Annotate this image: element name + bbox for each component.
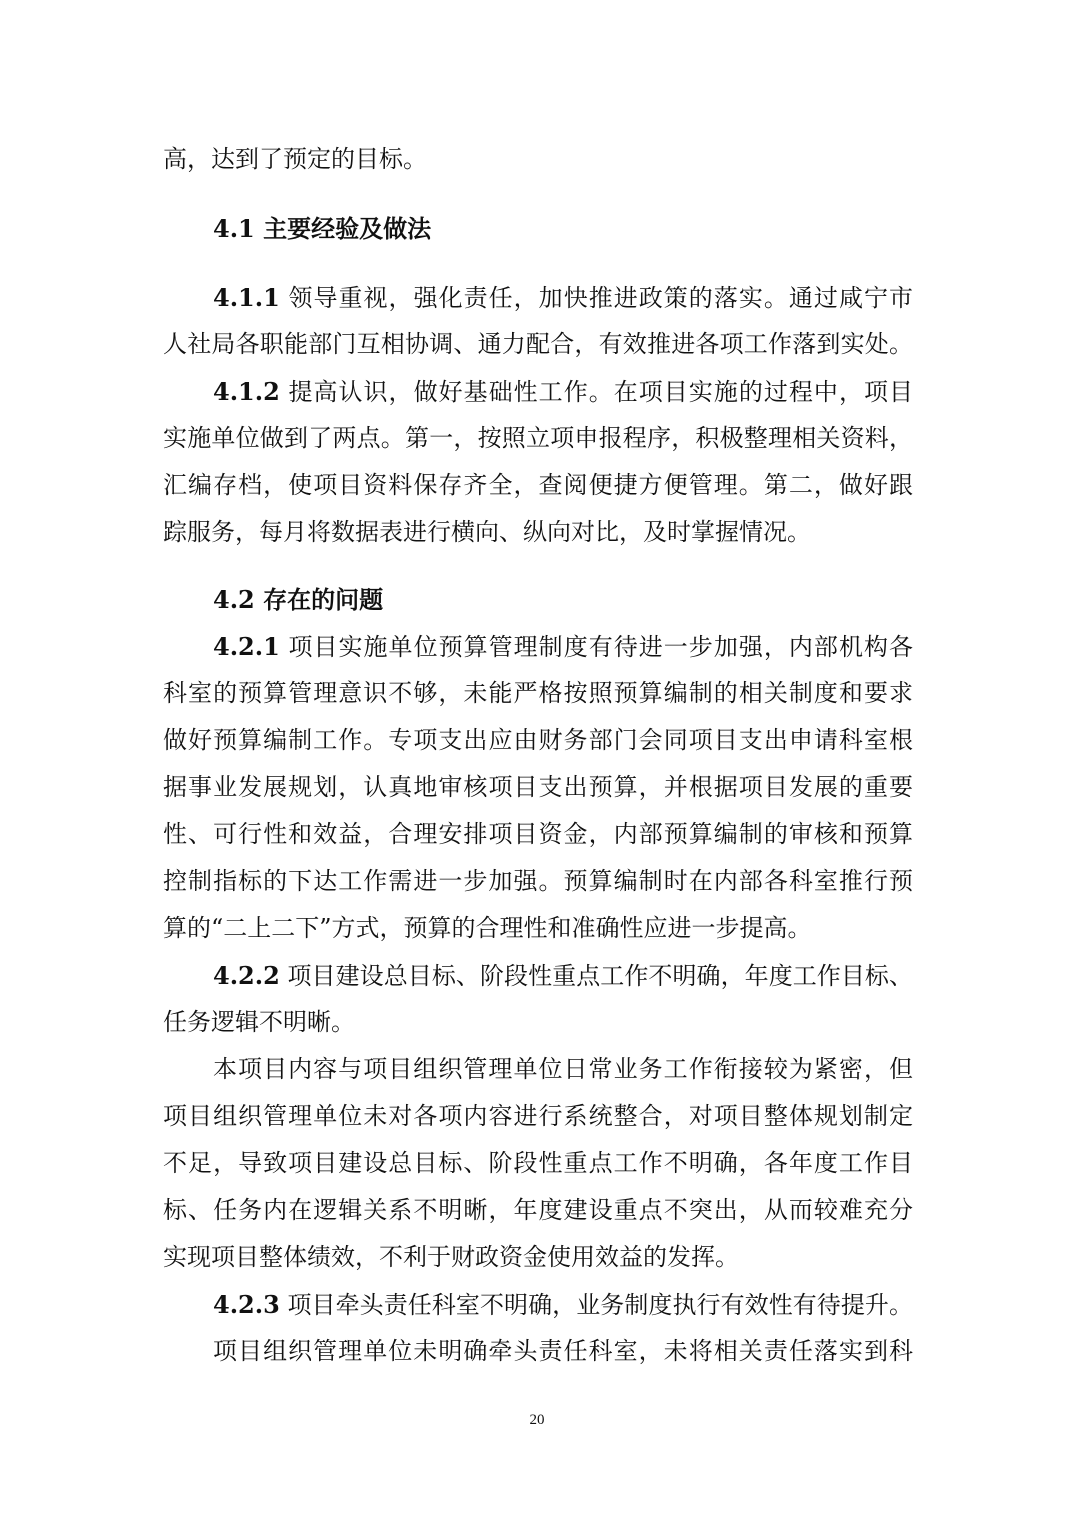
text-line: 汇编存档，使项目资料保存齐全，查阅便捷方便管理。第二，做好跟 (163, 471, 913, 499)
section-heading-4-2: 4.2 存在的问题 (213, 585, 384, 614)
text-line: 踪服务，每月将数据表进行横向、纵向对比，及时掌握情况。 (163, 518, 811, 546)
text-line: 人社局各职能部门互相协调、通力配合，有效推进各项工作落到实处。 (163, 330, 913, 358)
page-number: 20 (529, 1412, 545, 1428)
paragraph-4-1-2-line: 4.1.2 提高认识，做好基础性工作。在项目实施的过程中，项目 (213, 377, 913, 406)
clause-number: 4.1.1 (213, 283, 280, 312)
paragraph-4-2-2-line: 4.2.2 项目建设总目标、阶段性重点工作不明确，年度工作目标、 (213, 961, 913, 990)
clause-number: 4.2.2 (213, 961, 280, 990)
text-line: 标、任务内在逻辑关系不明晰，年度建设重点不突出，从而较难充分 (163, 1196, 913, 1224)
paragraph-4-2-1-line: 4.2.1 项目实施单位预算管理制度有待进一步加强，内部机构各 (213, 632, 913, 661)
text-line: 算的“二上二下”方式，预算的合理性和准确性应进一步提高。 (163, 914, 812, 942)
text-line: 实现项目整体绩效，不利于财政资金使用效益的发挥。 (163, 1243, 739, 1271)
text-line: 项目组织管理单位未对各项内容进行系统整合，对项目整体规划制定 (163, 1102, 913, 1130)
clause-number: 4.2.1 (213, 632, 280, 661)
text-line: 不足，导致项目建设总目标、阶段性重点工作不明确，各年度工作目 (163, 1149, 913, 1177)
paragraph-4-2-3-line: 4.2.3 项目牵头责任科室不明确，业务制度执行有效性有待提升。 (213, 1290, 913, 1319)
text-line: 性、可行性和效益，合理安排项目资金，内部预算编制的审核和预算 (163, 820, 913, 848)
document-body (163, 136, 913, 1375)
text-line: 本项目内容与项目组织管理单位日常业务工作衔接较为紧密，但 (213, 1055, 913, 1083)
text-line: 做好预算编制工作。专项支出应由财务部门会同项目支出申请科室根 (163, 726, 913, 754)
text-line: 据事业发展规划，认真地审核项目支出预算，并根据项目发展的重要 (163, 773, 913, 801)
text-line: 高，达到了预定的目标。 (163, 145, 427, 173)
paragraph-4-1-1-line: 4.1.1 领导重视，强化责任，加快推进政策的落实。通过咸宁市 (213, 283, 913, 312)
text-line: 科室的预算管理意识不够，未能严格按照预算编制的相关制度和要求 (163, 679, 913, 707)
text-line: 任务逻辑不明晰。 (163, 1008, 355, 1036)
text-line: 控制指标的下达工作需进一步加强。预算编制时在内部各科室推行预 (163, 867, 913, 895)
text-line: 实施单位做到了两点。第一，按照立项申报程序，积极整理相关资料， (163, 424, 913, 452)
clause-number: 4.1.2 (213, 377, 280, 406)
clause-number: 4.2.3 (213, 1290, 280, 1319)
section-heading-4-1: 4.1 主要经验及做法 (213, 214, 432, 243)
text-line: 项目组织管理单位未明确牵头责任科室，未将相关责任落实到科 (213, 1337, 913, 1365)
